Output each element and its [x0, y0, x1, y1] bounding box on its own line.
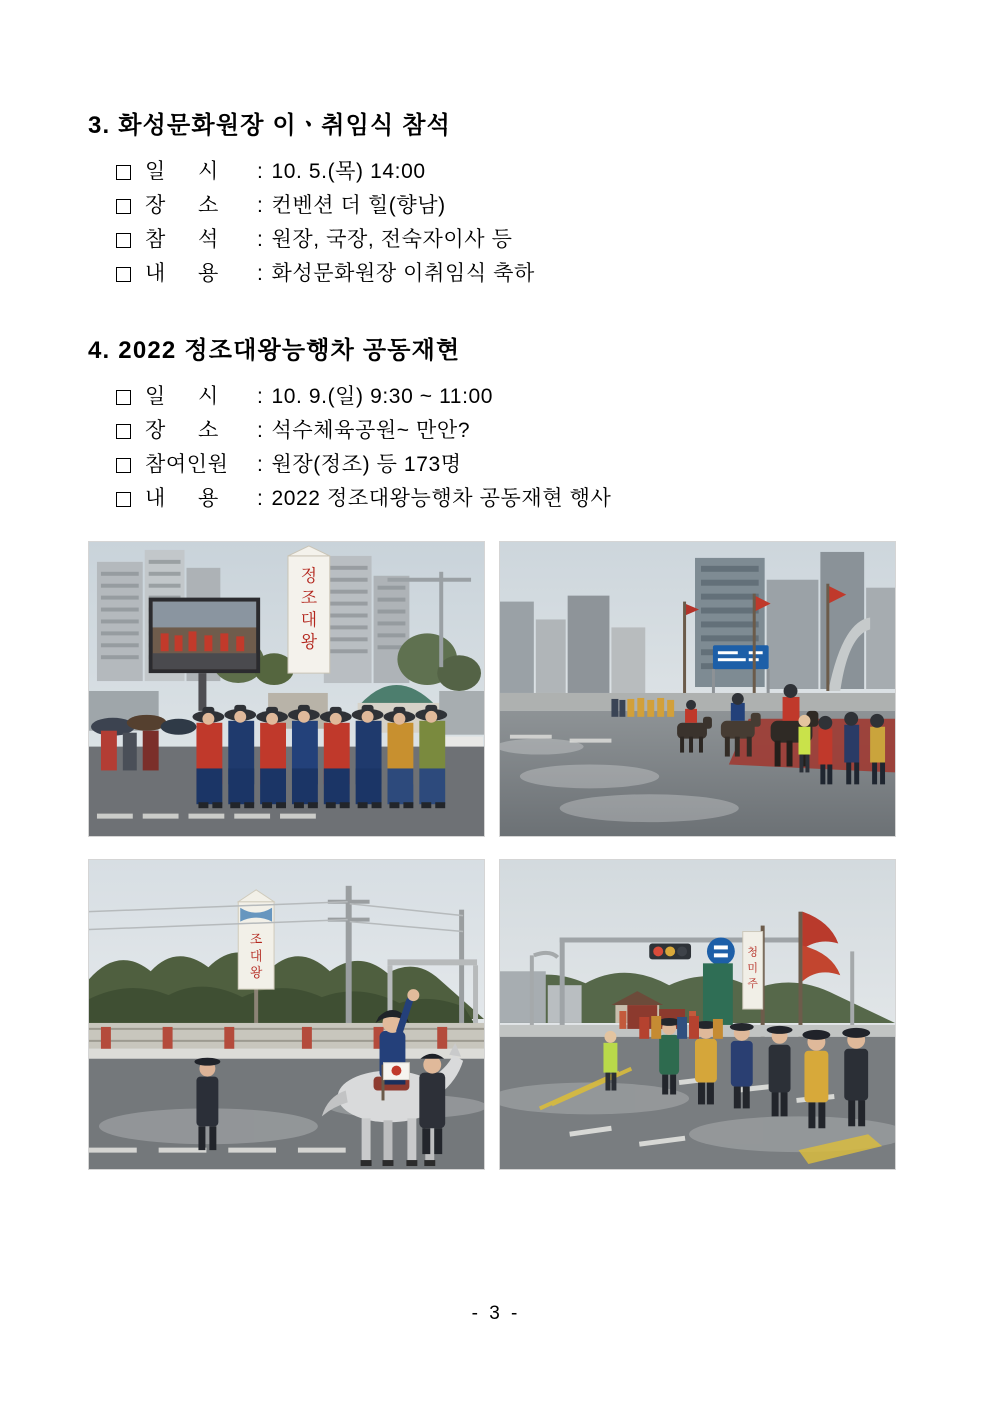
item-label: 일 시	[145, 160, 219, 184]
checkbox-icon	[116, 199, 131, 214]
item-separator: :	[257, 453, 264, 477]
item-value: 컨벤션 더 힐(향남)	[271, 194, 446, 218]
item-label: 참 석	[145, 228, 219, 252]
svg-text:왕: 왕	[249, 965, 263, 981]
item-label: 일 시	[145, 385, 219, 409]
item-label: 내 용	[145, 487, 219, 511]
svg-text:왕: 왕	[300, 630, 318, 651]
item-separator: :	[257, 385, 264, 409]
list-item	[88, 155, 904, 189]
item-separator: :	[257, 487, 264, 511]
section-4	[88, 335, 904, 516]
list-item	[88, 482, 904, 516]
list-item	[88, 189, 904, 223]
item-label: 참여인원	[145, 453, 229, 477]
svg-text:대: 대	[249, 948, 263, 964]
checkbox-icon	[116, 267, 131, 282]
photo-4-graphic	[500, 860, 895, 1169]
list-item	[88, 223, 904, 257]
section-4-list	[88, 380, 904, 516]
item-value: 화성문화원장 이취임식 축하	[271, 262, 535, 286]
photo-1-graphic	[89, 542, 484, 836]
photo-3-graphic	[89, 860, 484, 1169]
item-separator: :	[257, 419, 264, 443]
list-item	[88, 257, 904, 291]
section-3-heading: 3. 화성문화원장 이ㆍ취임식 참석	[88, 112, 452, 139]
photo-horse-riders-street	[499, 541, 896, 837]
item-value: 2022 정조대왕능행차 공동재현 행사	[271, 487, 612, 511]
list-item	[88, 380, 904, 414]
svg-text:조: 조	[300, 587, 318, 608]
photo-parade-procession-banner	[88, 541, 485, 837]
item-label: 장 소	[145, 419, 219, 443]
checkbox-icon	[116, 165, 131, 180]
list-item	[88, 414, 904, 448]
checkbox-icon	[116, 458, 131, 473]
section-3	[88, 110, 904, 291]
item-separator: :	[257, 228, 264, 252]
item-separator: :	[257, 160, 264, 184]
checkbox-icon	[116, 492, 131, 507]
photo-procession-crossing	[499, 859, 896, 1170]
item-value: 석수체육공원~ 만안?	[271, 419, 471, 443]
item-separator: :	[257, 262, 264, 286]
item-value: 10. 5.(목) 14:00	[271, 160, 426, 184]
photo-2-graphic	[500, 542, 895, 836]
item-label: 장 소	[145, 194, 219, 218]
item-separator: :	[257, 194, 264, 218]
svg-text:청: 청	[747, 944, 759, 958]
section-4-heading: 4. 2022 정조대왕능행차 공동재현	[88, 337, 461, 365]
photo-king-on-white-horse	[88, 859, 485, 1170]
svg-text:정: 정	[300, 565, 318, 586]
svg-text:미: 미	[747, 960, 759, 974]
svg-text:주: 주	[747, 976, 759, 990]
svg-text:조: 조	[249, 931, 263, 947]
item-label: 내 용	[145, 262, 219, 286]
item-value: 10. 9.(일) 9:30 ~ 11:00	[271, 385, 494, 409]
item-value: 원장(정조) 등 173명	[271, 453, 462, 477]
page-number: - 3 -	[471, 1303, 521, 1324]
list-item	[88, 448, 904, 482]
section-3-list	[88, 155, 904, 291]
item-value: 원장, 국장, 전숙자이사 등	[271, 228, 513, 252]
photo-grid	[88, 541, 904, 1170]
svg-text:대: 대	[300, 608, 318, 629]
checkbox-icon	[116, 424, 131, 439]
checkbox-icon	[116, 390, 131, 405]
checkbox-icon	[116, 233, 131, 248]
